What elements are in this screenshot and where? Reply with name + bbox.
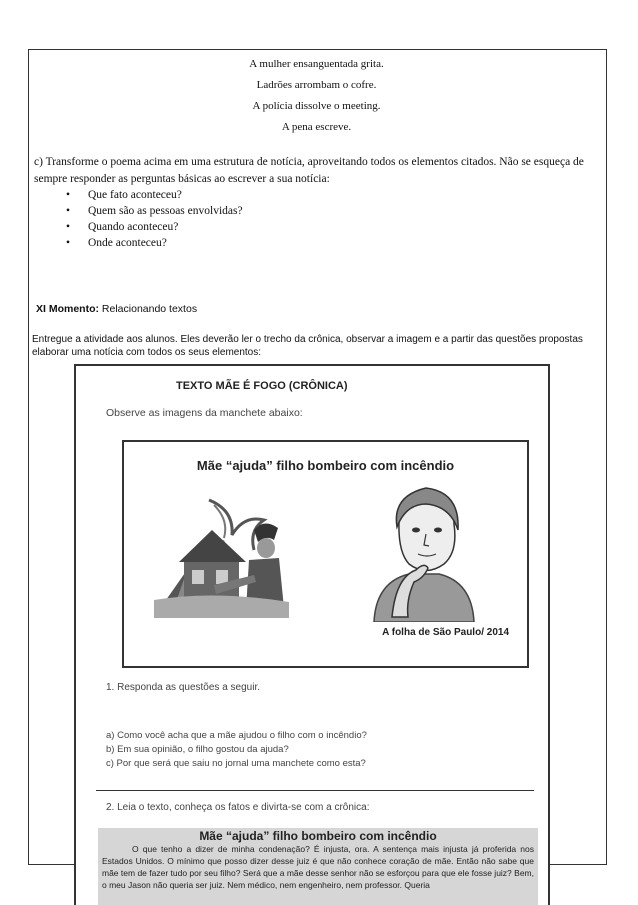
mother-illustration bbox=[354, 482, 494, 622]
bullet-item: • Quando aconteceu? bbox=[66, 219, 243, 235]
question-1-items bbox=[106, 729, 367, 771]
question-item: c) Por que será que saiu no jornal uma manchete como esta? bbox=[106, 758, 366, 769]
headline-box bbox=[122, 440, 529, 668]
question-item: a) Como você acha que a mãe ajudou o filho com o incêndio? bbox=[106, 730, 367, 741]
poem-line-1: A mulher ensanguentada grita. bbox=[249, 58, 384, 70]
moment-heading bbox=[36, 303, 197, 315]
question-c-bullets bbox=[66, 187, 243, 251]
firefighter-illustration bbox=[154, 490, 289, 618]
question-2: 2. Leia o texto, conheça os fatos e divirta-se com a crônica: bbox=[106, 802, 370, 813]
question-c: c) Transforme o poema acima em uma estrutura de notícia, aproveitando todos os elementos citados. Não se esqueça de sempre responder as perguntas básicas ao escrever a sua notícia: bbox=[34, 156, 584, 185]
question-1: 1. Responda as questões a seguir. bbox=[106, 682, 260, 693]
bullet-item: • Que fato aconteceu? bbox=[66, 187, 243, 203]
headline-source: A folha de São Paulo/ 2014 bbox=[382, 627, 509, 638]
poem-line-2: Ladrões arrombam o cofre. bbox=[256, 79, 377, 91]
chronicle-title: Mãe “ajuda” filho bombeiro com incêndio bbox=[199, 829, 437, 843]
poem-line-3: A polícia dissolve o meeting. bbox=[252, 100, 381, 112]
worksheet-observe: Observe as imagens da manchete abaixo: bbox=[106, 407, 303, 419]
chronicle-excerpt bbox=[98, 828, 538, 905]
moment-title: Relacionando textos bbox=[101, 303, 198, 315]
bullet-item: • Quem são as pessoas envolvidas? bbox=[66, 203, 243, 219]
chronicle-text: O que tenho a dizer de minha condenação? É injusta, ora. A sentença mais injusta já proferida nos Estados Unidos. O mínimo que posso dizer desse juiz é que não conhece coração de mãe. Então não sabe que mãe tem de fazer tudo por seu filho? Será que a mãe desse senhor não se esforçou para que ele fosse juiz? Bem, o meu Jason não queria ser juiz. Nem médico, nem engenheiro, nem professor. Queria bbox=[102, 844, 534, 890]
section-divider bbox=[96, 790, 534, 791]
bullet-item: • Onde aconteceu? bbox=[66, 235, 243, 251]
moment-label: XI Momento: bbox=[36, 303, 99, 315]
poem-line-4: A pena escreve. bbox=[281, 121, 352, 133]
question-item: b) Em sua opinião, o filho gostou da ajuda? bbox=[106, 744, 289, 755]
worksheet-image bbox=[74, 364, 550, 905]
intro-paragraph: Entregue a atividade aos alunos. Eles deverão ler o trecho da crônica, observar a imagem e a partir das questões propostas elaborar uma notícia com todos os seus elementos: bbox=[32, 334, 583, 358]
worksheet-title: TEXTO MÃE É FOGO (CRÔNICA) bbox=[176, 380, 348, 392]
headline: Mãe “ajuda” filho bombeiro com incêndio bbox=[196, 458, 455, 473]
